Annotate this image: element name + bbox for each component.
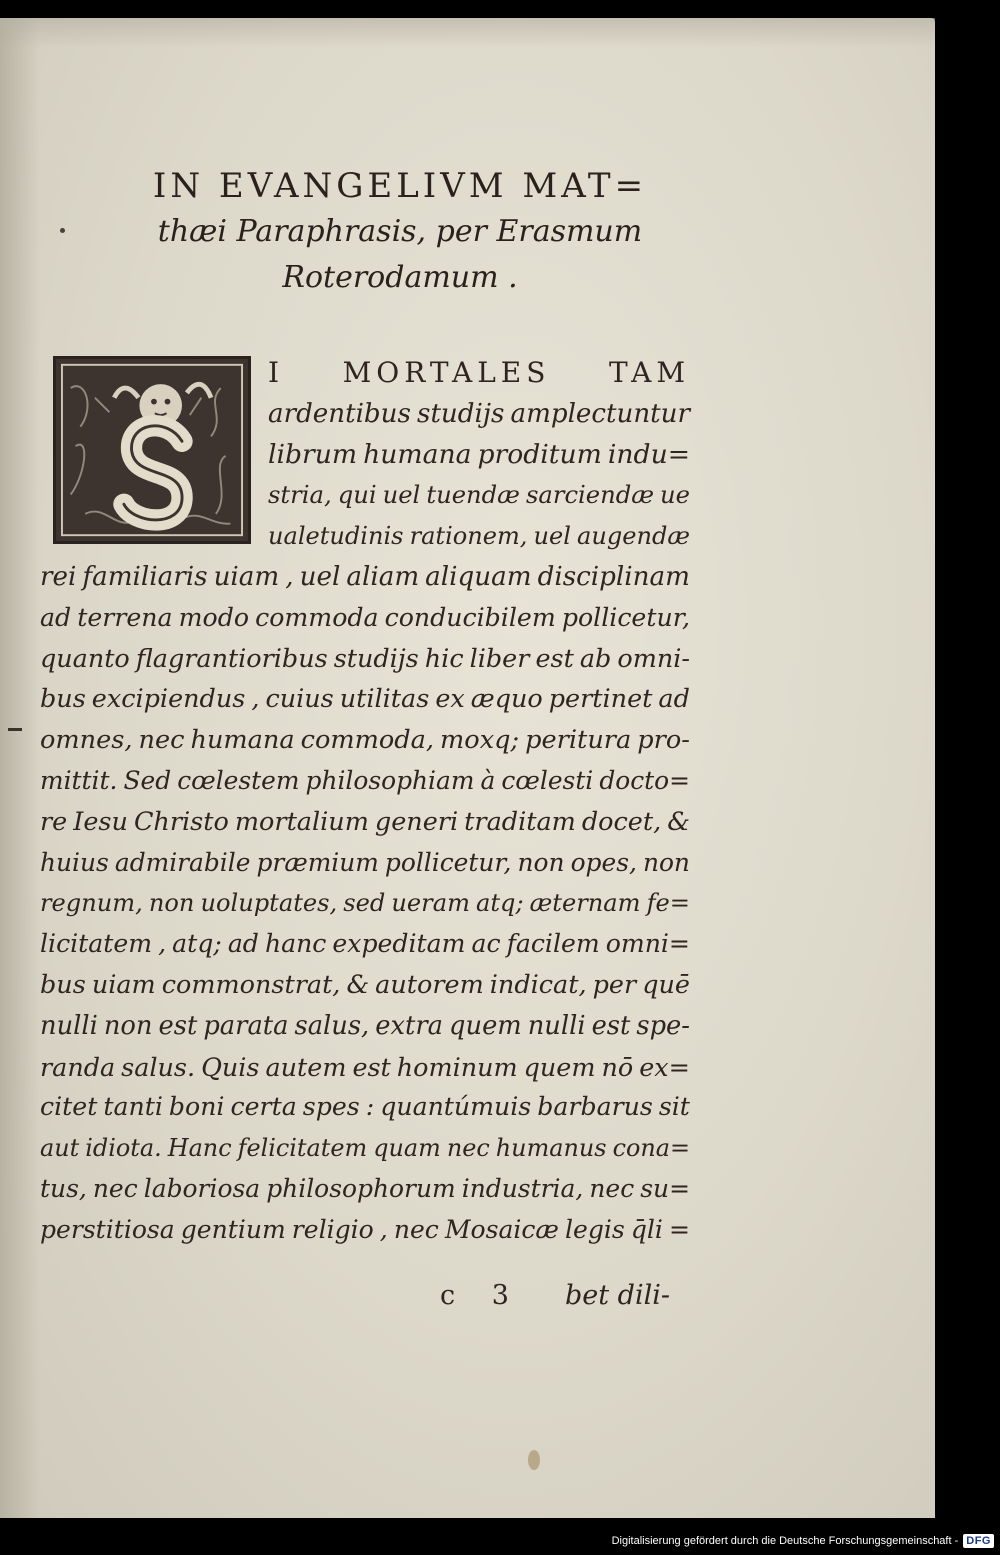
book-page xyxy=(0,18,935,1518)
text-line: librum humana proditum indu= xyxy=(268,438,690,470)
text-line: omnes, nec humana commoda, moxq; peritura pro- xyxy=(40,725,690,756)
margin-mark xyxy=(8,728,22,731)
catchword: bet dili- xyxy=(564,1280,670,1311)
text-line: nulli non est parata salus, extra quem nulli est spe- xyxy=(40,1010,690,1041)
heading-line-3: Roterodamum . xyxy=(282,260,518,295)
text-line: huius admirabile præmium pollicetur, non opes, non xyxy=(40,847,690,877)
heading-line-2: thæi Paraphrasis, per Erasmum xyxy=(157,214,643,249)
credit-text: Digitalisierung gefördert durch die Deutsche Forschungsgemeinschaft - xyxy=(611,1535,959,1547)
page-footer xyxy=(40,1280,670,1321)
text-line: ardentibus studijs amplectuntur xyxy=(268,398,690,429)
page-heading xyxy=(80,163,720,301)
text-line: tus, nec laboriosa philosophorum industria, nec su= xyxy=(40,1173,690,1203)
text-line: stria, qui uel tuendæ sarciendæ ue xyxy=(268,480,690,510)
text-line: perstitiosa gentium religio , nec Mosaicæ legis q̄li = xyxy=(40,1214,690,1244)
text-line: citet tanti boni certa spes : quantúmuis barbarus sit xyxy=(40,1092,690,1122)
signature-mark: c 3 xyxy=(440,1280,523,1311)
text-line: licitatem , atq; ad hanc expeditam ac facilem omni= xyxy=(40,929,690,959)
text-line: bus excipiendus , cuius utilitas ex æquo pertinet ad xyxy=(40,684,690,715)
ink-dot xyxy=(60,228,65,233)
text-line: bus uiam commonstrat, & autorem indicat, per quē xyxy=(40,969,690,1000)
text-line: re Iesu Christo mortalium generi traditam docet, & xyxy=(40,806,690,837)
text-line: I MORTALES TAM xyxy=(268,356,690,389)
body-text xyxy=(40,353,690,1251)
text-line: rei familiaris uiam , uel aliam aliquam disciplinam xyxy=(40,561,690,592)
paper-stain xyxy=(528,1450,540,1470)
text-line: randa salus. Quis autem est hominum quem nō ex= xyxy=(40,1051,690,1082)
text-line: ualetudinis rationem, uel augendæ xyxy=(268,522,690,551)
text-line: aut idiota. Hanc felicitatem quam nec humanus cona= xyxy=(40,1134,690,1163)
text-line: mittit. Sed cœlestem philosophiam à cœlesti docto= xyxy=(40,765,690,795)
heading-line-1: IN EVANGELIVM MAT= xyxy=(152,166,648,206)
digitization-credit xyxy=(612,1531,994,1551)
dfg-logo-icon: DFG xyxy=(963,1534,994,1548)
text-line: regnum, non uoluptates, sed ueram atq; æternam fe= xyxy=(40,889,690,918)
text-line: ad terrena modo commoda conducibilem pollicetur, xyxy=(40,602,690,632)
text-line: quanto flagrantioribus studijs hic liber est ab omni- xyxy=(40,643,690,674)
